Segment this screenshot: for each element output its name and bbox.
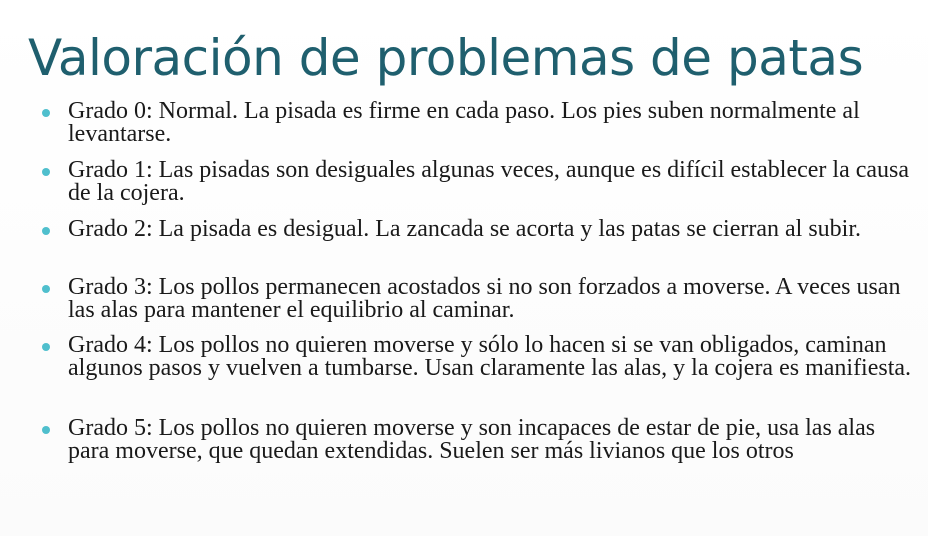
bullet-icon [42,109,50,117]
bullet-icon [42,227,50,235]
bullet-text: Grado 4: Los pollos no quieren moverse y sólo lo hacen si se van obligados, caminan algunos pasos y vuelven a tumbarse. Usan claramente las alas, y la cojera es manifiesta. [68,332,912,381]
bullet-icon [42,168,50,176]
bullet-text: Grado 5: Los pollos no quieren moverse y son incapaces de estar de pie, usa las alas para moverse, que quedan extendidas. Suelen ser más livianos que los otros [68,415,876,464]
bullet-icon [42,343,50,351]
bullet-text: Grado 1: Las pisadas son desiguales algunas veces, aunque es difícil establecer la causa de la cojera. [68,157,910,206]
bullet-text: Grado 2: La pisada es desigual. La zancada se acorta y las patas se cierran al subir. [68,216,861,242]
slide-title: Valoración de problemas de patas [28,29,864,87]
bullet-icon [42,426,50,434]
bullet-text: Grado 0: Normal. La pisada es firme en cada paso. Los pies suben normalmente al levantarse. [68,98,860,147]
bullet-text: Grado 3: Los pollos permanecen acostados si no son forzados a moverse. A veces usan las alas para mantener el equilibrio al caminar. [68,274,901,323]
bullet-icon [42,285,50,293]
